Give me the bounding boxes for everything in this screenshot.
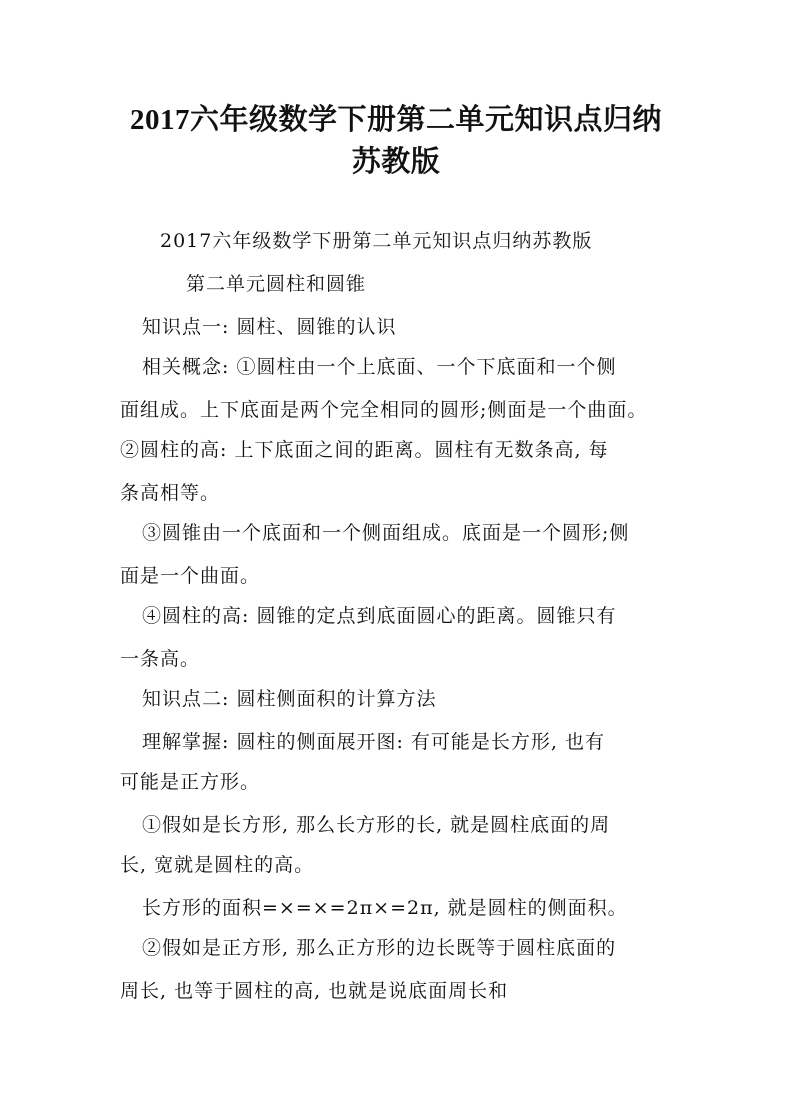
- paragraph-line: 条高相等。: [120, 482, 221, 504]
- knowledge-point-2-heading: 知识点二: 圆柱侧面积的计算方法: [142, 688, 437, 710]
- paragraph-line: 面组成。上下底面是两个完全相同的圆形;侧面是一个曲面。: [120, 399, 648, 421]
- paragraph-line: 相关概念: ①圆柱由一个上底面、一个下底面和一个侧: [142, 356, 617, 378]
- formula-line: 长方形的面积=×=×=2π×=2π, 就是圆柱的侧面积。: [142, 897, 628, 919]
- paragraph-line: 一条高。: [120, 648, 201, 670]
- document-title-line-2: 苏教版: [351, 146, 441, 178]
- paragraph-line: 理解掌握: 圆柱的侧面展开图: 有可能是长方形, 也有: [142, 731, 605, 753]
- paragraph-line: 面是一个曲面。: [120, 565, 261, 587]
- paragraph-line: ②圆柱的高: 上下底面之间的距离。圆柱有无数条高, 每: [120, 439, 609, 461]
- paragraph-line: 长, 宽就是圆柱的高。: [120, 854, 315, 876]
- knowledge-point-1-heading: 知识点一: 圆柱、圆锥的认识: [142, 316, 397, 338]
- paragraph-line: 可能是正方形。: [120, 771, 261, 793]
- paragraph-line: 周长, 也等于圆柱的高, 也就是说底面周长和: [120, 980, 509, 1002]
- unit-heading: 第二单元圆柱和圆锥: [186, 273, 367, 295]
- paragraph-line: ③圆锥由一个底面和一个侧面组成。底面是一个圆形;侧: [142, 522, 630, 544]
- subtitle-line: 2017六年级数学下册第二单元知识点归纳苏教版: [160, 230, 593, 252]
- paragraph-line: ②假如是正方形, 那么正方形的边长既等于圆柱底面的: [142, 937, 617, 959]
- document-title-line-1: 2017六年级数学下册第二单元知识点归纳: [129, 104, 662, 136]
- paragraph-line: ①假如是长方形, 那么长方形的长, 就是圆柱底面的周: [142, 814, 611, 836]
- paragraph-line: ④圆柱的高: 圆锥的定点到底面圆心的距离。圆锥只有: [142, 605, 617, 627]
